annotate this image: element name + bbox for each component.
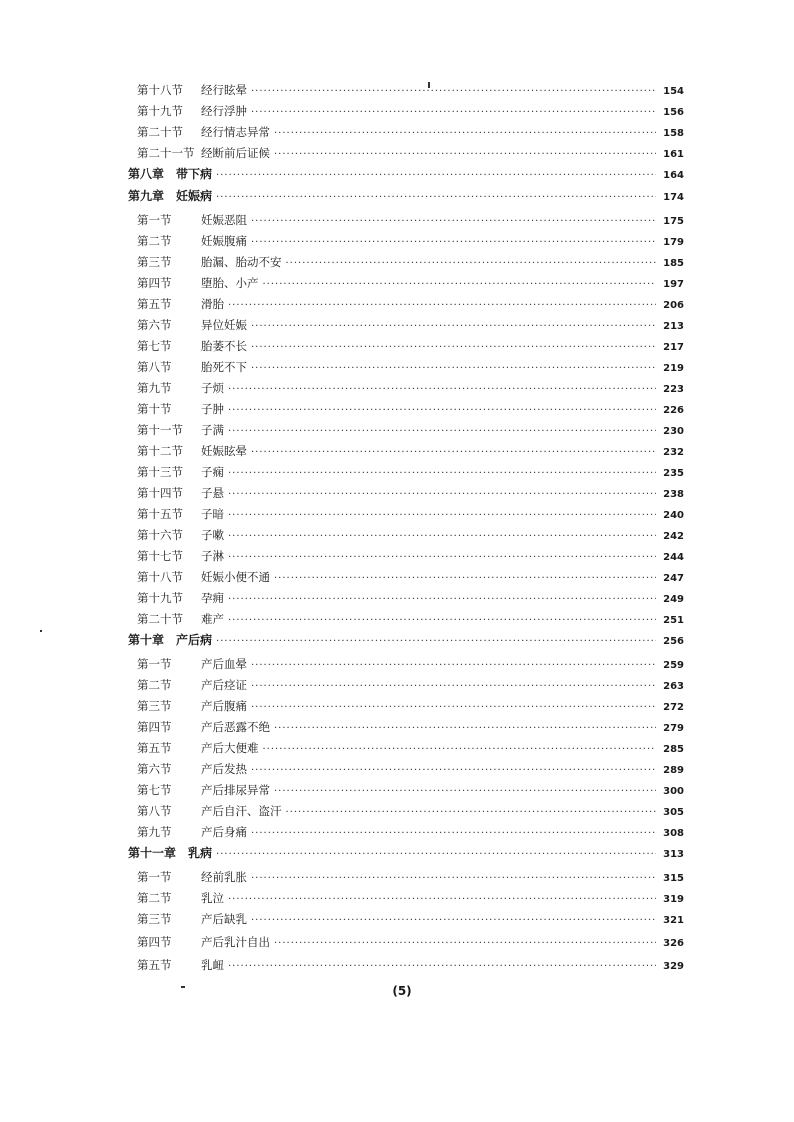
- toc-entry-label: 第十五节: [137, 507, 183, 521]
- toc-entry-page: 251: [663, 615, 684, 626]
- toc-section-entry: [137, 909, 684, 929]
- dot-leader: [228, 464, 656, 484]
- dot-leader: [251, 869, 656, 889]
- toc-entry-title: 乳泣: [201, 891, 224, 905]
- toc-entry-page: 242: [663, 531, 684, 542]
- toc-entry-title: 孕痈: [201, 591, 224, 605]
- toc-entry-page: 249: [663, 594, 684, 605]
- toc-entry-label: 第七节: [137, 339, 172, 353]
- toc-section-entry: [137, 696, 684, 716]
- dot-leader: [228, 296, 656, 316]
- dot-leader: [228, 485, 656, 505]
- dot-leader: [251, 103, 656, 123]
- toc-section-entry: [137, 546, 684, 566]
- page-number: (5): [392, 984, 412, 998]
- toc-entry-label: 第二十一节: [137, 146, 195, 160]
- toc-entry-title: 胎漏、胎动不安: [201, 255, 282, 269]
- toc-entry-page: 285: [663, 744, 684, 755]
- toc-entry-title: 滑胎: [201, 297, 224, 311]
- toc-section-entry: [137, 609, 684, 629]
- dot-leader: [228, 548, 656, 568]
- toc-entry-label: 第八节: [137, 804, 172, 818]
- toc-entry-page: 315: [663, 873, 684, 884]
- dot-leader: [251, 233, 656, 253]
- toc-entry-page: 230: [663, 426, 684, 437]
- toc-section-entry: [137, 101, 684, 121]
- toc-section-entry: [137, 399, 684, 419]
- toc-entry-title: 子悬: [201, 486, 224, 500]
- toc-section-entry: [137, 80, 684, 100]
- toc-section-entry: [137, 738, 684, 758]
- toc-entry-page: 161: [663, 149, 684, 160]
- toc-section-entry: [137, 801, 684, 821]
- toc-entry-title: 胎萎不长: [201, 339, 247, 353]
- toc-entry-label: 第五节: [137, 297, 172, 311]
- toc-entry-label: 第十六节: [137, 528, 183, 542]
- toc-entry-label: 第十七节: [137, 549, 183, 563]
- toc-entry-title: 产后痉证: [201, 678, 247, 692]
- toc-chapter-entry: [128, 630, 684, 650]
- toc-entry-title: 胎死不下: [201, 360, 247, 374]
- toc-section-entry: [137, 273, 684, 293]
- toc-section-entry: [137, 588, 684, 608]
- toc-entry-page: 244: [663, 552, 684, 563]
- toc-section-entry: [137, 210, 684, 230]
- toc-entry-label: 第五节: [137, 741, 172, 755]
- toc-section-entry: [137, 122, 684, 142]
- toc-entry-page: 313: [663, 849, 684, 860]
- dot-leader: [251, 212, 656, 232]
- toc-entry-page: 164: [663, 170, 684, 181]
- toc-entry-title: 妊娠病: [176, 189, 213, 203]
- toc-entry-title: 经行情志异常: [201, 125, 270, 139]
- toc-entry-page: 156: [663, 107, 684, 118]
- toc-entry-title: 妊娠小便不通: [201, 570, 270, 584]
- toc-section-entry: [137, 420, 684, 440]
- toc-entry-label: 第十三节: [137, 465, 183, 479]
- toc-entry-title: 子嗽: [201, 528, 224, 542]
- dot-leader: [274, 124, 656, 144]
- toc-entry-page: 154: [663, 86, 684, 97]
- toc-entry-title: 经行浮肿: [201, 104, 247, 118]
- toc-entry-page: 197: [663, 279, 684, 290]
- dot-leader: [228, 611, 656, 631]
- toc-entry-label: 第十一章: [128, 846, 177, 860]
- toc-entry-page: 174: [663, 192, 684, 203]
- dot-leader: [251, 911, 656, 931]
- dot-leader: [228, 957, 656, 977]
- toc-entry-label: 第二节: [137, 891, 172, 905]
- dot-leader: [228, 380, 656, 400]
- toc-section-entry: [137, 932, 684, 952]
- toc-entry-page: 263: [663, 681, 684, 692]
- toc-entry-page: 179: [663, 237, 684, 248]
- toc-entry-page: 321: [663, 915, 684, 926]
- toc-entry-page: 319: [663, 894, 684, 905]
- toc-entry-page: 175: [663, 216, 684, 227]
- dot-leader: [251, 677, 656, 697]
- toc-entry-label: 第七节: [137, 783, 172, 797]
- toc-section-entry: [137, 888, 684, 908]
- dot-leader: [228, 422, 656, 442]
- toc-entry-label: 第三节: [137, 912, 172, 926]
- toc-entry-label: 第十九节: [137, 104, 183, 118]
- scan-speck: [181, 986, 185, 988]
- toc-entry-label: 第五节: [137, 958, 172, 972]
- toc-entry-label: 第八章: [128, 167, 165, 181]
- dot-leader: [263, 275, 657, 295]
- dot-leader: [251, 443, 656, 463]
- toc-entry-title: 乳衄: [201, 958, 224, 972]
- toc-entry-label: 第十一节: [137, 423, 183, 437]
- dot-leader: [274, 145, 656, 165]
- toc-entry-title: 产后腹痛: [201, 699, 247, 713]
- toc-entry-title: 妊娠眩晕: [201, 444, 247, 458]
- toc-entry-page: 217: [663, 342, 684, 353]
- toc-entry-title: 子暗: [201, 507, 224, 521]
- dot-leader: [228, 506, 656, 526]
- toc-entry-label: 第十九节: [137, 591, 183, 605]
- toc-section-entry: [137, 462, 684, 482]
- dot-leader: [286, 803, 657, 823]
- toc-entry-title: 产后乳汁自出: [201, 935, 270, 949]
- dot-leader: [228, 590, 656, 610]
- toc-entry-title: 难产: [201, 612, 224, 626]
- toc-entry-page: 329: [663, 961, 684, 972]
- toc-section-entry: [137, 252, 684, 272]
- toc-entry-page: 256: [663, 636, 684, 647]
- toc-section-entry: [137, 143, 684, 163]
- toc-section-entry: [137, 378, 684, 398]
- toc-entry-label: 第二十节: [137, 125, 183, 139]
- toc-entry-label: 第三节: [137, 699, 172, 713]
- toc-entry-title: 产后排尿异常: [201, 783, 270, 797]
- toc-entry-page: 247: [663, 573, 684, 584]
- toc-entry-page: 232: [663, 447, 684, 458]
- toc-section-entry: [137, 441, 684, 461]
- toc-entry-title: 带下病: [176, 167, 213, 181]
- toc-section-entry: [137, 315, 684, 335]
- toc-entry-title: 产后发热: [201, 762, 247, 776]
- toc-entry-label: 第三节: [137, 255, 172, 269]
- toc-section-entry: [137, 654, 684, 674]
- dot-leader: [251, 317, 656, 337]
- toc-section-entry: [137, 231, 684, 251]
- dot-leader: [228, 527, 656, 547]
- toc-entry-title: 子满: [201, 423, 224, 437]
- toc-entry-title: 妊娠恶阻: [201, 213, 247, 227]
- toc-entry-label: 第九节: [137, 825, 172, 839]
- scan-speck: [428, 82, 430, 88]
- toc-entry-label: 第六节: [137, 762, 172, 776]
- toc-entry-label: 第四节: [137, 935, 172, 949]
- toc-entry-label: 第一节: [137, 213, 172, 227]
- toc-section-entry: [137, 867, 684, 887]
- toc-entry-page: 272: [663, 702, 684, 713]
- dot-leader: [228, 401, 656, 421]
- toc-entry-title: 异位妊娠: [201, 318, 247, 332]
- dot-leader: [274, 782, 656, 802]
- toc-entry-label: 第十八节: [137, 570, 183, 584]
- toc-entry-label: 第十节: [137, 402, 172, 416]
- toc-entry-title: 堕胎、小产: [201, 276, 259, 290]
- toc-entry-title: 妊娠腹痛: [201, 234, 247, 248]
- dot-leader: [251, 359, 656, 379]
- dot-leader: [228, 890, 656, 910]
- dot-leader: [251, 338, 656, 358]
- toc-entry-page: 238: [663, 489, 684, 500]
- toc-entry-title: 子烦: [201, 381, 224, 395]
- toc-entry-page: 300: [663, 786, 684, 797]
- toc-entry-title: 产后身痛: [201, 825, 247, 839]
- dot-leader: [274, 569, 656, 589]
- toc-entry-title: 子肿: [201, 402, 224, 416]
- dot-leader: [216, 632, 656, 652]
- toc-chapter-entry: [128, 164, 684, 184]
- dot-leader: [216, 166, 656, 186]
- toc-entry-label: 第二节: [137, 678, 172, 692]
- dot-leader: [274, 719, 656, 739]
- toc-entry-page: 279: [663, 723, 684, 734]
- toc-entry-title: 产后自汗、盗汗: [201, 804, 282, 818]
- toc-entry-title: 经行眩晕: [201, 83, 247, 97]
- toc-section-entry: [137, 780, 684, 800]
- toc-entry-page: 185: [663, 258, 684, 269]
- toc-section-entry: [137, 675, 684, 695]
- dot-leader: [251, 761, 656, 781]
- toc-entry-title: 产后恶露不绝: [201, 720, 270, 734]
- toc-entry-page: 158: [663, 128, 684, 139]
- toc-entry-page: 235: [663, 468, 684, 479]
- toc-entry-page: 326: [663, 938, 684, 949]
- toc-entry-page: 240: [663, 510, 684, 521]
- toc-entry-title: 经断前后证候: [201, 146, 270, 160]
- toc-entry-title: 产后大便难: [201, 741, 259, 755]
- toc-entry-label: 第八节: [137, 360, 172, 374]
- dot-leader: [216, 845, 656, 865]
- toc-entry-label: 第十四节: [137, 486, 183, 500]
- toc-section-entry: [137, 504, 684, 524]
- toc-entry-title: 产后缺乳: [201, 912, 247, 926]
- scan-speck: [40, 630, 42, 632]
- toc-entry-page: 305: [663, 807, 684, 818]
- toc-entry-label: 第十章: [128, 633, 165, 647]
- toc-section-entry: [137, 759, 684, 779]
- toc-entry-label: 第一节: [137, 657, 172, 671]
- toc-chapter-entry: [128, 843, 684, 863]
- dot-leader: [251, 656, 656, 676]
- toc-entry-label: 第四节: [137, 720, 172, 734]
- toc-section-entry: [137, 294, 684, 314]
- toc-entry-label: 第六节: [137, 318, 172, 332]
- toc-entry-page: 259: [663, 660, 684, 671]
- toc-entry-title: 产后病: [176, 633, 213, 647]
- toc-chapter-entry: [128, 186, 684, 206]
- toc-section-entry: [137, 717, 684, 737]
- dot-leader: [251, 698, 656, 718]
- toc-entry-label: 第一节: [137, 870, 172, 884]
- dot-leader: [251, 824, 656, 844]
- toc-section-entry: [137, 336, 684, 356]
- toc-entry-page: 219: [663, 363, 684, 374]
- dot-leader: [263, 740, 657, 760]
- toc-entry-title: 子淋: [201, 549, 224, 563]
- toc-entry-title: 乳病: [188, 846, 213, 860]
- toc-section-entry: [137, 525, 684, 545]
- toc-entry-page: 223: [663, 384, 684, 395]
- toc-entry-title: 产后血晕: [201, 657, 247, 671]
- toc-section-entry: [137, 483, 684, 503]
- toc-entry-page: 213: [663, 321, 684, 332]
- toc-section-entry: [137, 822, 684, 842]
- dot-leader: [251, 82, 656, 102]
- dot-leader: [274, 934, 656, 954]
- toc-entry-page: 289: [663, 765, 684, 776]
- toc-section-entry: [137, 567, 684, 587]
- toc-entry-label: 第四节: [137, 276, 172, 290]
- toc-entry-label: 第二十节: [137, 612, 183, 626]
- toc-entry-page: 226: [663, 405, 684, 416]
- toc-entry-page: 308: [663, 828, 684, 839]
- toc-entry-label: 第十八节: [137, 83, 183, 97]
- toc-entry-label: 第十二节: [137, 444, 183, 458]
- dot-leader: [286, 254, 657, 274]
- toc-entry-label: 第九节: [137, 381, 172, 395]
- toc-entry-label: 第二节: [137, 234, 172, 248]
- dot-leader: [216, 188, 656, 208]
- toc-section-entry: [137, 357, 684, 377]
- toc-entry-label: 第九章: [128, 189, 165, 203]
- toc-entry-title: 经前乳胀: [201, 870, 247, 884]
- toc-entry-title: 子痫: [201, 465, 224, 479]
- toc-section-entry: [137, 955, 684, 975]
- toc-entry-page: 206: [663, 300, 684, 311]
